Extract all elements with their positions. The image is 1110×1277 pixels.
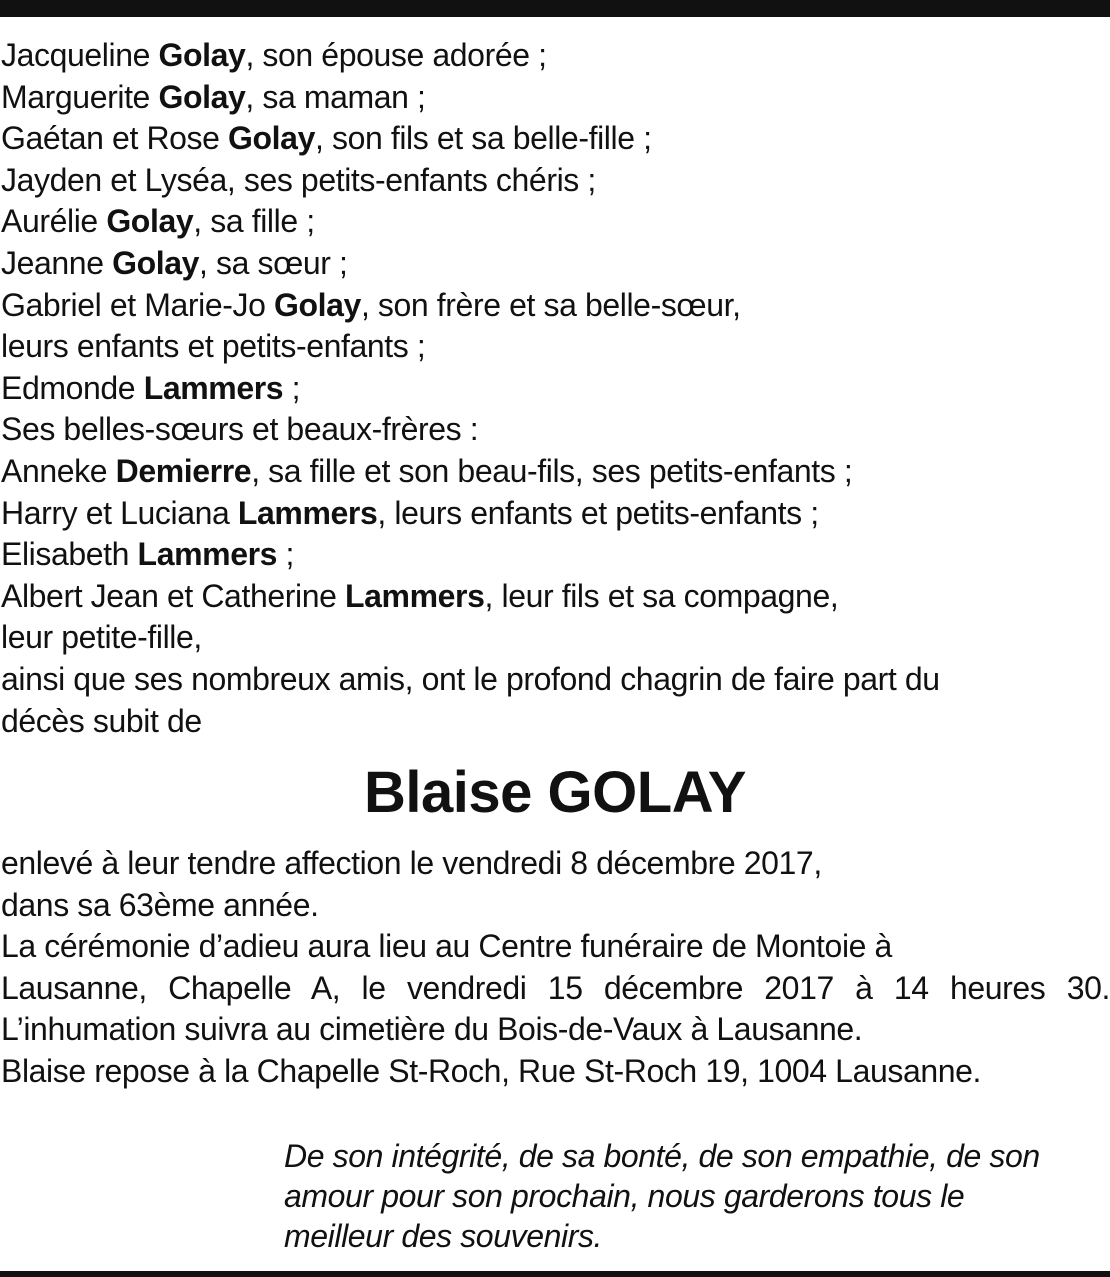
family-surname: Demierre [115,452,252,489]
detail-line: enlevé à leur tendre affection le vendredi 8 décembre 2017, [1,845,822,881]
family-line [1,285,1101,327]
family-line [1,493,1101,535]
relation-text: ; [277,536,295,573]
detail-line: La cérémonie d’adieu aura lieu au Centre funéraire de Montoie à [1,928,892,965]
family-line [1,451,1101,493]
family-line [1,326,1101,368]
detail-line: Lausanne, Chapelle A, le vendredi 15 décembre 2017 à 14 heures 30. [1,969,1110,1006]
relation-text: Anneke [1,452,116,489]
relation-text: ; [283,369,301,406]
family-line [1,201,1101,243]
relation-text: Jeanne [1,244,113,281]
family-surname: Golay [158,78,246,115]
relation-text: Aurélie [1,203,107,240]
relation-text: Harry et Luciana [1,494,238,531]
family-surname: Golay [112,244,200,281]
quote-line: De son intégrité, de sa bonté, de son empathie, de son [284,1138,1040,1174]
family-list [1,35,1101,742]
relation-text: , sa maman ; [245,78,426,115]
family-line [1,617,1101,659]
relation-text: , leur fils et sa compagne, [484,577,839,614]
top-rule [0,0,1110,17]
family-surname: Golay [274,286,361,323]
family-line [1,701,1101,743]
relation-text: leur petite-fille, [1,619,202,656]
relation-text: Marguerite [1,78,159,115]
relation-text: décès subit de [1,702,202,739]
family-line [1,160,1101,202]
family-line [1,243,1101,285]
quote-line: amour pour son prochain, nous garderons tous le [284,1178,965,1214]
family-surname: Lammers [345,577,485,614]
detail-line: dans sa 63ème année. [1,886,319,923]
family-surname: Golay [158,37,246,73]
family-line [1,35,1101,77]
relation-text: Gaétan et Rose [1,120,229,157]
family-surname: Golay [228,120,315,157]
relation-text: , son fils et sa belle-fille ; [314,120,652,157]
relation-text: , sa fille ; [193,203,315,240]
detail-line: Blaise repose à la Chapelle St-Roch, Rue St-Roch 19, 1004 Lausanne. [1,1052,982,1089]
family-line [1,534,1101,576]
memorial-quote [284,1136,1110,1256]
family-line [1,77,1101,119]
family-line [1,368,1101,410]
relation-text: , sa sœur ; [199,244,348,281]
relation-text: Gabriel et Marie-Jo [1,286,274,323]
relation-text: , son épouse adorée ; [245,37,547,73]
bottom-rule [0,1271,1110,1277]
relation-text: Edmonde [1,369,144,406]
family-surname: Lammers [237,494,378,531]
relation-text: , sa fille et son beau-fils, ses petits-enfants ; [251,452,853,489]
relation-text: , leurs enfants et petits-enfants ; [377,494,819,531]
deceased-name: Blaise GOLAY [364,760,746,825]
family-line [1,659,1101,701]
detail-line: L’inhumation suivra au cimetière du Bois-de-Vaux à Lausanne. [1,1011,863,1048]
relation-text: Jacqueline [1,37,159,73]
relation-text: Ses belles-sœurs et beaux-frères : [1,411,479,448]
relation-text: leurs enfants et petits-enfants ; [1,328,426,365]
family-line [1,409,1101,451]
relation-text: ainsi que ses nombreux amis, ont le profond chagrin de faire part du [1,660,940,697]
relation-text: , son frère et sa belle-sœur, [360,286,741,323]
relation-text: Elisabeth [1,536,138,573]
quote-line: meilleur des souvenirs. [284,1218,603,1254]
family-surname: Golay [106,203,194,240]
family-surname: Lammers [143,369,284,406]
ceremony-details [1,843,1110,1093]
family-line [1,118,1101,160]
relation-text: Albert Jean et Catherine [1,577,345,614]
relation-text: Jayden et Lyséa, ses petits-enfants chéris ; [1,161,596,198]
family-line [1,576,1101,618]
family-surname: Lammers [137,536,278,573]
